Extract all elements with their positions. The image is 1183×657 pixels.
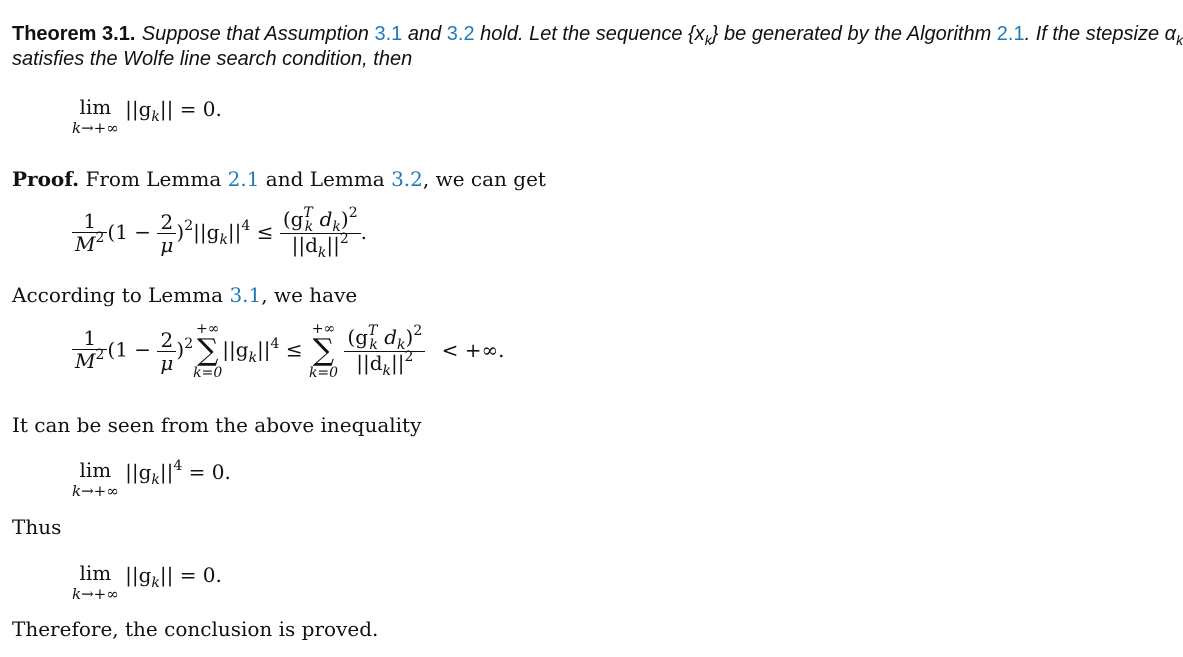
paren-sup: 2 — [184, 335, 194, 352]
theorem-text-e: . If the stepsize α — [1024, 23, 1177, 45]
paren-open: (1 − — [107, 337, 152, 362]
lim-word: lim — [79, 561, 112, 585]
conclusion-line: Therefore, the conclusion is proved. — [12, 617, 379, 641]
fraction-one-over-m2 — [72, 327, 107, 375]
eq4-sub: k — [151, 472, 160, 488]
theorem-text-b: and — [402, 23, 447, 45]
lemma-3-1-line — [12, 283, 357, 307]
g-close: || — [257, 337, 271, 362]
frac-den — [72, 229, 107, 258]
ref-lemma-2-1[interactable]: 2.1 — [227, 167, 260, 191]
frac-num: 2 — [160, 327, 174, 352]
sum-symbol: ∑ — [197, 333, 219, 368]
den-sup: 2 — [95, 347, 105, 363]
g-norm: ||g — [193, 220, 220, 244]
rhs-close: ) — [340, 207, 349, 231]
den-d: ||d — [291, 233, 318, 257]
rhs-k: k — [369, 336, 378, 353]
leq-symbol: ≤ — [285, 337, 303, 362]
fraction-rhs — [344, 322, 425, 379]
limit-operator — [72, 460, 119, 499]
sum-symbol: ∑ — [312, 333, 335, 368]
eq4-close: || — [159, 460, 174, 484]
ref-assumption-3-2[interactable]: 3.2 — [446, 23, 475, 45]
paren-open: (1 − — [107, 220, 152, 244]
g-sub: k — [219, 232, 228, 248]
fraction-one-over-m2 — [72, 210, 107, 258]
g-sup: 4 — [270, 335, 280, 352]
fraction-two-over-mu — [157, 211, 176, 256]
rhs-den — [344, 348, 425, 379]
lim-word: lim — [79, 458, 112, 482]
theorem-text-d: } be generated by the Algorithm — [711, 23, 997, 45]
rhs-sup2: 2 — [413, 322, 423, 339]
seq-subscript: k — [704, 32, 712, 48]
theorem-text-c: hold. Let the sequence {x — [474, 23, 705, 45]
frac-den: μ — [157, 351, 176, 374]
seen-line: It can be seen from the above inequality — [12, 413, 422, 437]
ref-lemma-3-2[interactable]: 3.2 — [391, 167, 423, 191]
equation-sum-inequality — [72, 322, 505, 380]
proof-line — [12, 167, 546, 191]
thus-line: Thus — [12, 515, 62, 539]
den-sup: 2 — [95, 229, 105, 246]
sum-upper: +∞ — [311, 321, 336, 337]
theorem-statement-line2: satisfies the Wolfe line search condition, then — [12, 48, 413, 70]
rhs-den — [280, 233, 361, 259]
frac-den — [72, 349, 107, 375]
proof-label: Proof. — [12, 167, 80, 191]
g-sup: 4 — [241, 218, 251, 234]
theorem-text-a: Suppose that Assumption — [141, 23, 375, 45]
equation-inequality-1 — [72, 205, 367, 261]
rhs-sup2: 2 — [348, 205, 358, 221]
eq4-body: ||g — [125, 460, 152, 484]
den-d: ||d — [356, 350, 383, 375]
leq-symbol: ≤ — [256, 220, 274, 244]
g-norm: ||g — [222, 337, 249, 362]
limit-operator — [72, 97, 119, 136]
eq5-sub: k — [151, 575, 160, 591]
frac-num: 1 — [83, 208, 97, 233]
eq1-sub: k — [151, 109, 160, 125]
den-close: || — [391, 350, 405, 375]
lim-subscript: k→+∞ — [72, 482, 119, 500]
lemma-text-a: According to Lemma — [12, 283, 230, 307]
ref-lemma-3-1[interactable]: 3.1 — [229, 283, 262, 307]
equation-limit-gk4 — [72, 460, 231, 499]
theorem-statement-line1 — [12, 21, 1183, 46]
den-sub: k — [382, 362, 392, 379]
rhs-close: ) — [405, 324, 414, 349]
den-sup: 2 — [404, 348, 414, 365]
rhs-d-sub: k — [332, 219, 341, 235]
rhs-k: k — [304, 219, 314, 235]
fraction-rhs — [280, 205, 361, 261]
den-sub: k — [317, 245, 327, 261]
fraction-two-over-mu — [157, 329, 176, 374]
summation-operator — [309, 322, 338, 380]
g-close: || — [227, 220, 242, 244]
lim-subscript: k→+∞ — [72, 119, 119, 137]
g-sub: k — [248, 349, 258, 366]
rhs-t: T — [368, 322, 378, 339]
eq5-body: ||g — [125, 563, 152, 587]
proof-text-b: and Lemma — [259, 167, 392, 191]
eq1-body: ||g — [125, 97, 152, 121]
limit-operator — [72, 563, 119, 602]
lim-word: lim — [79, 95, 112, 119]
den-m: M — [75, 231, 96, 256]
eq4-sup: 4 — [173, 458, 183, 474]
frac-num: 1 — [83, 326, 97, 350]
rhs-d: d — [313, 207, 333, 231]
proof-text-a: From Lemma — [79, 167, 228, 191]
equation-limit-gk — [72, 97, 222, 136]
paren-close: ) — [176, 220, 185, 244]
period: . — [360, 220, 367, 244]
rhs-d-sub: k — [397, 336, 406, 353]
rhs-num — [280, 205, 361, 235]
proof-text-c: , we can get — [422, 167, 546, 191]
rhs-d: d — [377, 324, 398, 349]
eq1-tail: || = 0. — [159, 97, 222, 121]
equation-limit-gk-final — [72, 563, 222, 602]
frac-num: 2 — [160, 210, 174, 234]
sum-lower: k=0 — [193, 365, 223, 381]
paren-close: ) — [176, 337, 185, 362]
eq5-tail: || = 0. — [159, 563, 222, 587]
paren-sup: 2 — [184, 218, 194, 234]
rhs-g: (g — [347, 324, 369, 349]
alpha-subscript: k — [1176, 32, 1183, 48]
sum-lower: k=0 — [308, 365, 339, 381]
lim-subscript: k→+∞ — [72, 585, 119, 603]
frac-den: μ — [157, 233, 176, 256]
rhs-num — [344, 322, 425, 353]
lemma-text-b: , we have — [261, 283, 358, 307]
sum-upper: +∞ — [196, 321, 220, 337]
ref-algorithm-2-1[interactable]: 2.1 — [996, 23, 1025, 45]
eq4-tail: = 0. — [182, 460, 231, 484]
rhs-t: T — [303, 205, 313, 221]
den-sup: 2 — [339, 231, 349, 247]
theorem-label: Theorem 3.1. — [12, 23, 136, 45]
den-m: M — [75, 349, 96, 373]
summation-operator — [193, 322, 222, 380]
den-close: || — [326, 233, 340, 257]
less-than-infinity: < +∞. — [441, 337, 505, 362]
ref-assumption-3-1[interactable]: 3.1 — [374, 23, 403, 45]
rhs-g: (g — [282, 207, 304, 231]
